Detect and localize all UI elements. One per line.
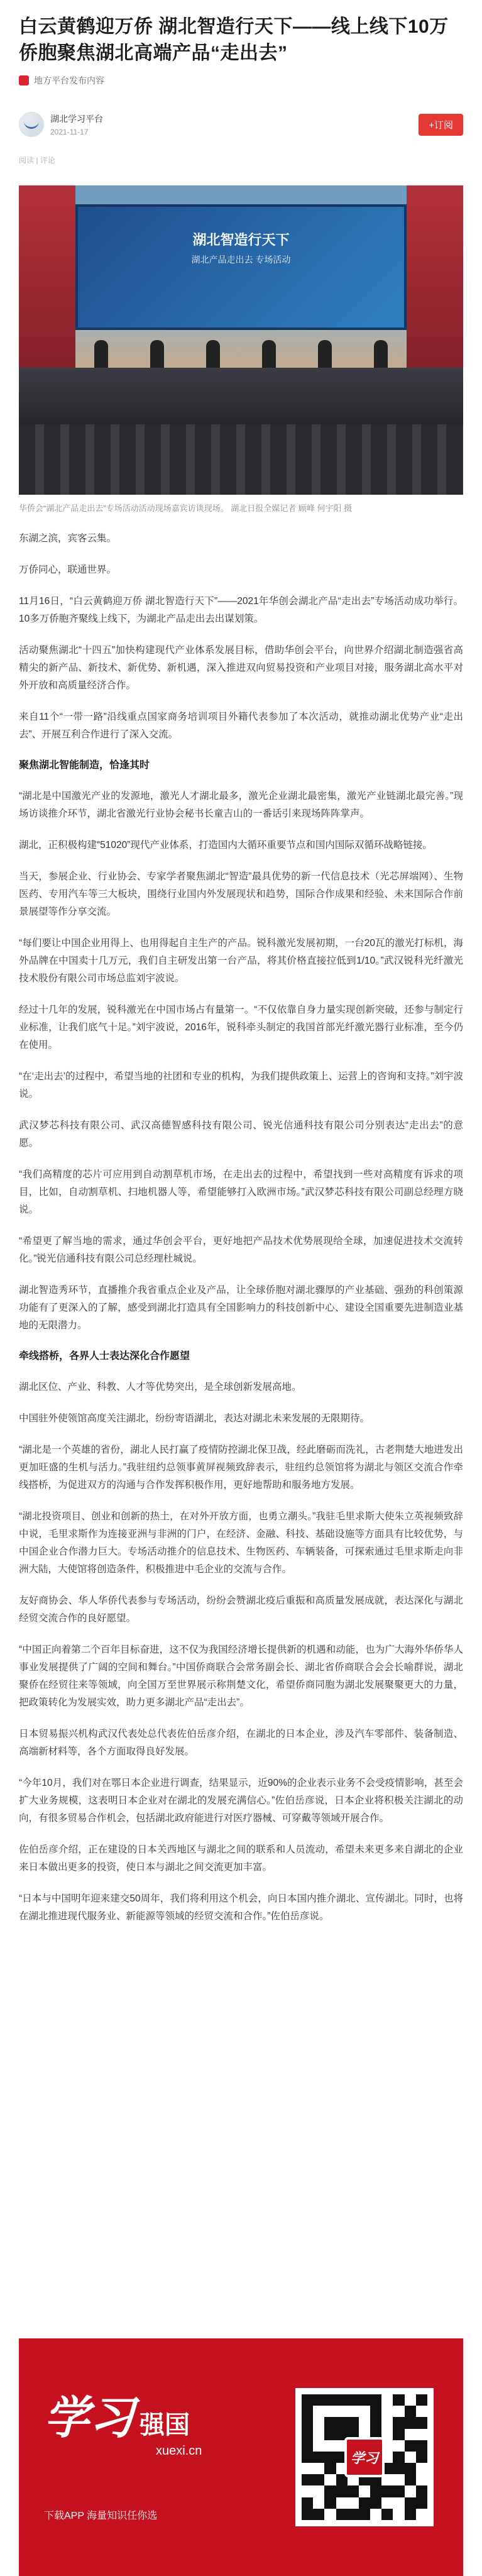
section-heading: 聚焦湖北智能制造，恰逢其时 [19,760,150,771]
qr-module [302,2429,313,2440]
paragraph: 湖北智造秀环节，直播推介我省重点企业及产品，让全球侨胞对湖北骤厚的产业基础、强劲的科创策源功能有了更深入的了解，感受到湖北打造具有全国影响力的科技创新中心、建设全国重要先进制造业基地的无限潜力。 [19,1285,463,1331]
qr-module [370,2406,381,2417]
paragraph: 中国驻外使领馆高度关注湖北，纷纷寄语湖北，表达对湖北未来发展的无限期待。 [19,1413,370,1424]
qr-module [348,2485,359,2497]
qr-module [405,2463,416,2474]
qr-module [324,2474,336,2485]
paragraph: 友好商协会、华人华侨代表参与专场活动，纷纷会赞湖北疫后重振和高质量发展成就，表达深化与湖北经贸交流合作的良好愿望。 [19,1595,463,1624]
source-line [19,74,463,87]
qr-module [405,2406,416,2417]
article-header [0,0,482,87]
author-info[interactable] [19,112,103,137]
banner-left [19,2392,258,2522]
paragraph: 武汉梦芯科技有限公司、武汉高德智感科技有限公司、锐光信通科技有限公司分别表达“走出去”的意愿。 [19,1120,463,1148]
qr-module [313,2440,324,2452]
qr-code [295,2388,434,2526]
qr-module [381,2497,393,2509]
banner-logo-xuexi: 学习 [44,2391,135,2444]
qr-module [302,2452,313,2463]
qr-module [416,2440,427,2452]
qr-module [313,2394,324,2406]
qr-module [324,2440,336,2452]
banner-logo [44,2392,258,2443]
qr-module [348,2509,359,2520]
hero-image [19,185,463,495]
qr-module [324,2497,336,2509]
qr-module [302,2417,313,2428]
publish-date: 2021-11-17 [50,128,89,136]
hero-stage [19,368,463,424]
qr-module [359,2485,370,2497]
qr-module [302,2497,313,2509]
qr-module [302,2394,313,2406]
qr-module [313,2452,324,2463]
paragraph: 当天，参展企业、行业协会、专家学者聚焦湖北“智造”最具优势的新一代信息技术（光芯屏端网）、生物医药、专用汽车等三大板块，围绕行业国内外发展现状和趋势，国际合作成果和经验、未来国际合作前景展望等作分享交流。 [19,871,463,917]
avatar[interactable] [19,112,44,137]
qr-module [370,2509,381,2520]
paragraph: “日本与中国明年迎来建交50周年，我们将利用这个机会，向日本国内推介湖北、宣传湖北。同时，也将在湖北推进现代服务业、新能源等领域的经贸交流和合作。”佐伯岳彦说。 [19,1893,463,1922]
xuexi-banner[interactable] [19,2338,463,2576]
qr-module [416,2463,427,2474]
qr-module [336,2485,348,2497]
qr-module [393,2440,404,2452]
paragraph: “湖北是中国激光产业的发源地，激光人才湖北最多，激光企业湖北最密集，激光产业链湖北最完善。”现场访谈推介环节，湖北省激光行业协会秘书长童吉山的一番话引来现场阵阵掌声。 [19,791,463,819]
qr-module [313,2429,324,2440]
qr-module [302,2463,313,2474]
qr-module [336,2497,348,2509]
paragraph: 11月16日，“白云黄鹤迎万侨 湖北智造行天下”——2021年华创会湖北产品“走出去”专场活动成功举行。10多万侨胞齐聚线上线下，为湖北产品走出去出谋划策。 [19,596,463,624]
qr-module [313,2474,324,2485]
paragraph: 经过十几年的发展，锐科激光在中国市场占有量第一。“不仅依靠自身力量实现创新突破，还参与制定行业标准，让我们底气十足。”刘宇波说，2016年，锐科牵头制定的我国首部光纤激光器行业标准，至今仍在使用。 [19,1005,463,1050]
qr-module [302,2509,313,2520]
paragraph: “湖北投资项目、创业和创新的热土，在对外开放方面，也勇立潮头。”我驻毛里求斯大使朱立英视频致辞中说，毛里求斯作为连接亚洲与非洲的门户，在经济、金融、科技、基础设施等方面具有比较优势，与中国企业合作潜力巨大。专场活动推介的信息技术、生物医药、车辆装备，可探索通过毛里求斯走向非洲大陆，大使馆将创造条件，积极推进中毛企业的交流与合作。 [19,1511,463,1575]
qr-module [370,2394,381,2406]
qr-module [324,2485,336,2497]
qr-module [302,2485,313,2497]
qr-module [324,2429,336,2440]
qr-module [336,2406,348,2417]
qr-module [405,2497,416,2509]
qr-module [336,2394,348,2406]
qr-module [370,2497,381,2509]
paragraph: “每们要让中国企业用得上、也用得起自主生产的产品。锐科激光发展初期，一台20瓦的激光打标机，海外品牌在中国卖十几万元，我们自主研发出第一台产品，将其价格直接拉低到1/10。”武汉锐科光纤激光技术股份有限公司市场总监刘宇波说。 [19,938,463,984]
paragraph: 来自11个“一带一路”沿线重点国家商务培训项目外籍代表参加了本次活动，就推动湖北优势产业“走出去”、开展互利合作进行了深入交流。 [19,712,463,740]
qr-module [393,2509,404,2520]
qr-module [416,2394,427,2406]
qr-module [416,2429,427,2440]
qr-module [359,2417,370,2428]
qr-module [393,2474,404,2485]
qr-logo-icon: 学习 [344,2437,385,2477]
article-stats: 阅读 | 评论 [19,156,55,165]
qr-module [405,2440,416,2452]
paragraph: 湖北，正积极构建“51020”现代产业体系，打造国内大循环重要节点和国内国际双循环战略链接。 [19,840,432,850]
hero-slogan: 湖北智造行天下 [192,232,290,248]
avatar-logo-icon [24,120,39,129]
banner-url: xuexi.cn [156,2444,202,2458]
paragraph: 万侨同心，联通世界。 [19,564,117,575]
qr-module [381,2485,393,2497]
author-name[interactable]: 湖北学习平台 [50,114,103,124]
qr-module [313,2485,324,2497]
section-heading: 牵线搭桥，各界人士表达深化合作愿望 [19,1351,190,1362]
qr-module [370,2417,381,2428]
qr-module [313,2497,324,2509]
qr-module [393,2417,404,2428]
qr-module [405,2474,416,2485]
qr-module [393,2429,404,2440]
qr-module [405,2452,416,2463]
qr-module [416,2406,427,2417]
qr-module [313,2406,324,2417]
paragraph: 东湖之滨，宾客云集。 [19,533,117,544]
qr-module [336,2509,348,2520]
qr-module [405,2509,416,2520]
hero-subtitle: 湖北产品走出去 专场活动 [191,255,291,265]
qr-module [416,2509,427,2520]
banner-logo-qiangguo: 强国 [140,2411,190,2439]
paragraph: 湖北区位、产业、科教、人才等优势突出，是全球创新发展高地。 [19,1382,302,1392]
qr-module [393,2497,404,2509]
hero-stage-screen [75,204,407,330]
qr-module [302,2440,313,2452]
source-label: 地方平台发布内容 [34,75,104,85]
qr-module [348,2394,359,2406]
qr-module [324,2417,336,2428]
hero-audience [19,424,463,495]
qr-module [302,2406,313,2417]
qr-module [416,2452,427,2463]
qr-module [324,2394,336,2406]
qr-module [393,2394,404,2406]
qr-module [381,2406,393,2417]
qr-module [348,2406,359,2417]
paragraph: “希望更了解当地的需求，通过华创会平台，更好地把产品技术优势展现给全球，加速促进技术交流转化。”锐光信通科技有限公司总经理杜城说。 [19,1236,463,1264]
article-body [19,530,463,1925]
author-meta [50,113,103,136]
follow-button[interactable]: +订阅 [419,114,463,136]
paragraph: “中国正向着第二个百年目标奋进，这不仅为我国经济增长提供新的机遇和动能，也为广大海外华侨华人事业发展提供了广阔的空间和舞台。”中国侨商联合会常务副会长、湖北省侨商联合会会长喻群说，湖北聚侨在经贸往来等领域，向全国万至世界展示称荆楚文化，希望侨商同胞为湖北发展聚聚更大的力量，把政策转化为发展实效，助力更多湖北产品“走出去”。 [19,1644,463,1708]
qr-module [348,2417,359,2428]
paragraph: “我们高精度的芯片可应用到自动割草机市场，在走出去的过程中，希望找到一些对高精度有诉求的项目，比如，自动割草机、扫地机器人等，希望能够打入欧洲市场。”武汉梦芯科技有限公司副总经理方晓说。 [19,1169,463,1215]
article-title: 白云黄鹤迎万侨 湖北智造行天下——线上线下10万侨胞聚焦湖北高端产品“走出去” [19,16,449,63]
qr-module [381,2417,393,2428]
qr-module [313,2509,324,2520]
qr-module [416,2417,427,2428]
qr-module [381,2394,393,2406]
qr-module [359,2509,370,2520]
qr-module [359,2406,370,2417]
qr-module [416,2497,427,2509]
qr-module [359,2394,370,2406]
qr-module [313,2417,324,2428]
paragraph: “湖北是一个英雄的省份，湖北人民打赢了疫情防控湖北保卫战，经此磨砺而洗礼，古老荆楚大地进发出更加旺盛的生机与活力。”我驻纽约总领事黄屏视频致辞表示，驻纽约总领馆将为湖北与领区交流合作牵线搭桥，为促进双方的沟通与合作发挥积极作用，更好地帮助和服务地方发展。 [19,1445,463,1490]
qr-module [416,2485,427,2497]
qr-module [405,2429,416,2440]
qr-module [348,2497,359,2509]
qr-module [324,2509,336,2520]
image-caption: 华侨会“湖北产品走出去”专场活动活动现场嘉宾访谈现场。 湖北日报全媒记者 顾峰 何宇阳 摄 [19,504,353,513]
paragraph: 活动聚焦湖北“十四五”加快构建现代产业体系发展目标，借助华创会平台，向世界介绍湖北制造强省高精尖的新产品、新技术、新优势、新机遇，深入推进双向贸易投资和产业项目对接，服务湖北高水平对外开放和高质量经济合作。 [19,645,463,691]
qr-module [313,2463,324,2474]
qr-module [405,2485,416,2497]
paragraph: “今年10月，我们对在鄂日本企业进行调查，结果显示，近90%的企业表示业务不会受疫情影响，甚至会扩大业务规模，这表明日本企业对在湖北的发展充满信心。”佐伯岳彦说，日本企业将积极关注湖北的动向，有很多贸易合作机会，包括湖北政府能进行对医疗器械、可穿戴等领域开展合作。 [19,1778,463,1824]
qr-module [393,2452,404,2463]
qr-module [393,2485,404,2497]
paragraph: 佐伯岳彦介绍，正在建设的日本关西地区与湖北之间的联系和人员流动，希望未来更多来自湖北的企业来日本做出更多的投资，使日本与湖北之间交流更加丰富。 [19,1844,463,1873]
paragraph: 日本贸易振兴机构武汉代表处总代表佐伯岳彦介绍，在湖北的日本企业，涉及汽车零部件、装备制造、高端新材料等，各个方面取得良好发展。 [19,1729,463,1757]
qr-module [324,2463,336,2474]
qr-module [324,2406,336,2417]
qr-module [370,2485,381,2497]
author-bar [19,112,463,137]
banner-tagline: 下载APP 海量知识任你选 [44,2511,158,2521]
qr-module [324,2452,336,2463]
qr-module [302,2474,313,2485]
qr-module [359,2497,370,2509]
qr-module [381,2509,393,2520]
qr-module [336,2417,348,2428]
paragraph: “在‘走出去’的过程中，希望当地的社团和专业的机构，为我们提供政策上、运营上的咨询和支持。”刘宇波说。 [19,1071,463,1099]
qr-module [393,2463,404,2474]
qr-module [393,2406,404,2417]
platform-icon [19,75,29,85]
qr-module [405,2417,416,2428]
qr-module [405,2394,416,2406]
qr-module [416,2474,427,2485]
